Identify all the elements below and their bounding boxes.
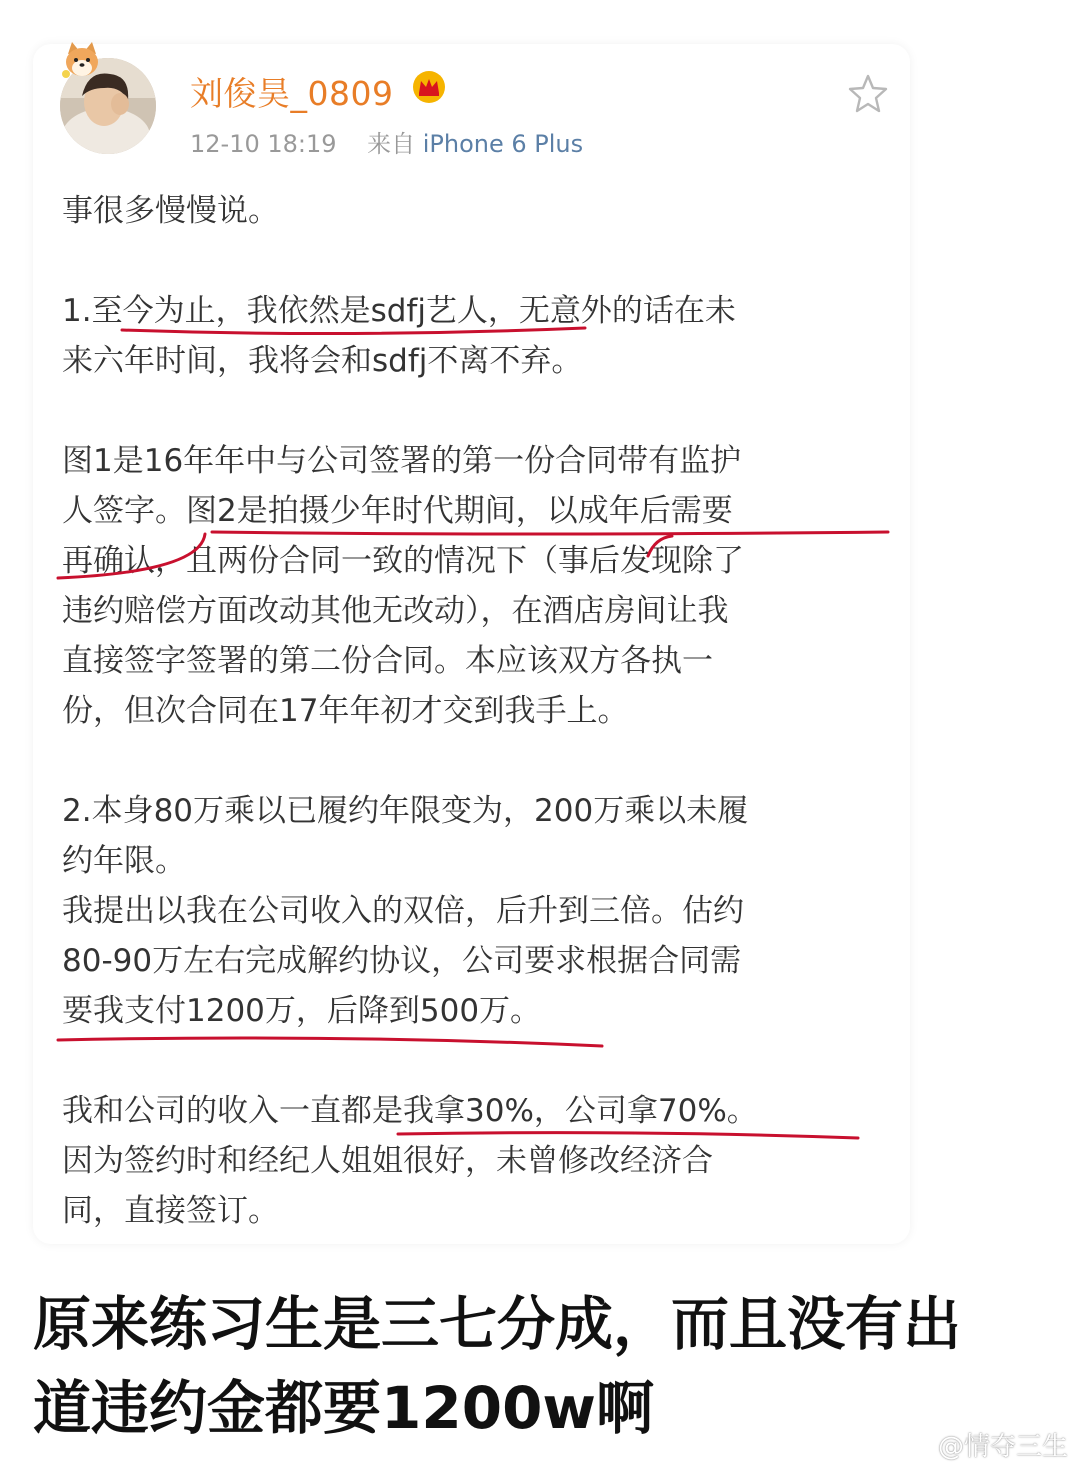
post-line: 人签字。图2是拍摄少年时代期间，以成年后需要 [62, 493, 733, 529]
post-paragraph-3 [62, 436, 892, 736]
post-line: 违约赔偿方面改动其他无改动），在酒店房间让我 [62, 593, 729, 629]
post-line: 再确认，且两份合同一致的情况下（事后发现除了 [62, 543, 744, 579]
post-paragraph-2 [62, 286, 892, 386]
post-paragraph-1 [62, 186, 892, 236]
post-line: 80-90万左右完成解约协议，公司要求根据合同需 [62, 943, 742, 979]
post-line: 要我支付1200万，后降到500万。 [62, 993, 542, 1029]
post-line: 同，直接签订。 [62, 1193, 279, 1229]
caption-line: 原来练习生是三七分成，而且没有出 [33, 1290, 962, 1358]
post-timestamp: 12-10 18:19 [190, 130, 337, 158]
post-paragraph-6 [62, 1086, 892, 1236]
post-line: 事很多慢慢说。 [62, 193, 279, 229]
post-line: 我和公司的收入一直都是我拿30%，公司拿70%。 [62, 1093, 758, 1129]
post-line: 约年限。 [62, 843, 186, 879]
watermark-text: @情夺三生 [937, 1432, 1068, 1462]
post-line: 图1是16年年中与公司签署的第一份合同带有监护 [62, 443, 742, 479]
username[interactable]: 刘俊昊_0809 [190, 74, 394, 113]
post-line: 直接签字签署的第二份合同。本应该双方各执一 [62, 643, 713, 679]
caption-line: 道违约金都要1200w啊 [33, 1374, 655, 1442]
shiba-dog-badge-icon [58, 40, 106, 82]
watermark [900, 1426, 1068, 1463]
post-meta [190, 124, 583, 159]
post-paragraph-5 [62, 886, 892, 1036]
favorite-star-icon[interactable] [847, 72, 889, 114]
post-line: 我提出以我在公司收入的双倍，后升到三倍。估约 [62, 893, 744, 929]
post-line: 2.本身80万乘以已履约年限变为，200万乘以未履 [62, 793, 749, 829]
post-line: 来六年时间，我将会和sdfj不离不弃。 [62, 343, 583, 379]
post-body [62, 186, 892, 1236]
post-source-prefix: 来自 [367, 130, 416, 158]
weibo-logo-icon [900, 1434, 930, 1458]
post-paragraph-4 [62, 786, 892, 886]
post-line: 份，但次合同在17年年初才交到我手上。 [62, 693, 629, 729]
vip-crown-icon [412, 70, 446, 104]
post-line: 1.至今为止，我依然是sdfj艺人，无意外的话在未 [62, 293, 736, 329]
post-line: 因为签约时和经纪人姐姐很好，未曾修改经济合 [62, 1143, 713, 1179]
post-device[interactable]: iPhone 6 Plus [422, 130, 584, 158]
avatar-group[interactable] [58, 40, 160, 158]
caption [33, 1282, 1053, 1450]
